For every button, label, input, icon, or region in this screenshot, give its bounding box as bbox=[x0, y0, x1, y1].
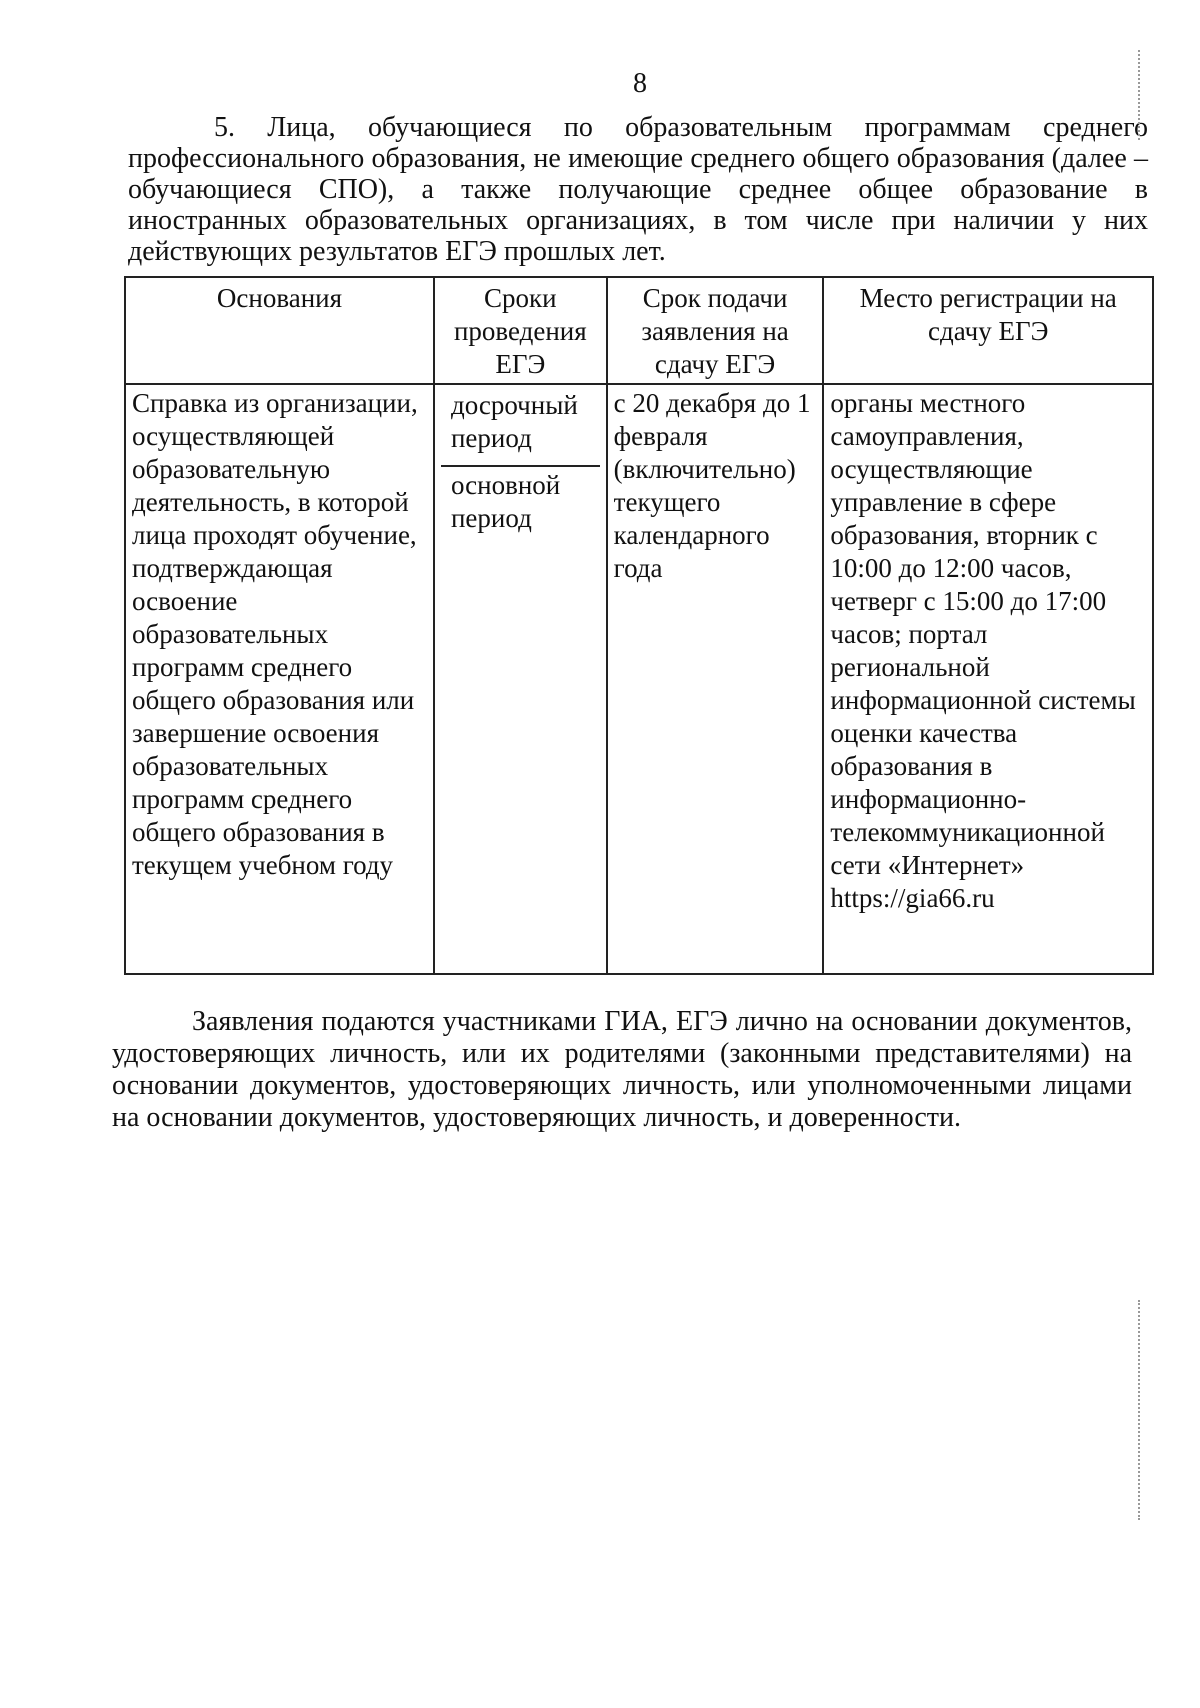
cell-basis: Справка из организации, осуществляющей образовательную деятельность, в которой лица проходят обучение, подтверждающая освоение образовательных программ среднего общего образования или завершение освоения образовательных программ среднего общего образования в текущем учебном году bbox=[125, 384, 434, 974]
registration-table bbox=[124, 276, 1154, 975]
header-application-deadline: Срок подачи заявления на сдачу ЕГЭ bbox=[607, 277, 824, 384]
period-main: основной период bbox=[450, 470, 561, 533]
cell-registration-place: органы местного самоуправления, осуществляющие управление в сфере образования, вторник с 10:00 до 12:00 часов, четверг с 15:00 до 17:00 часов; портал региональной информационной системы оценки качества образования в информационно-телекоммуникационной сети «Интернет» https://gia66.ru bbox=[823, 384, 1153, 974]
intro-paragraph: 5. Лица, обучающиеся по образовательным программам среднего профессионального образования, не имеющие среднего общего образования (далее – обучающиеся СПО), а также получающие среднее общее образование в иностранных образовательных организациях, в том числе при наличии у них действующих результатов ЕГЭ прошлых лет. bbox=[128, 112, 1148, 267]
table-row bbox=[125, 384, 1153, 974]
header-exam-periods: Сроки проведения ЕГЭ bbox=[434, 277, 607, 384]
closing-paragraph: Заявления подаются участниками ГИА, ЕГЭ лично на основании документов, удостоверяющих личность, или их родителями (законными представителями) на основании документов, удостоверяющих личность, или уполномоченными лицами на основании документов, удостоверяющих личность, и доверенности. bbox=[112, 1006, 1132, 1133]
header-basis: Основания bbox=[125, 277, 434, 384]
page-number: 8 bbox=[633, 68, 647, 99]
period-early: досрочный период bbox=[441, 387, 600, 467]
header-registration-place: Место регистрации на сдачу ЕГЭ bbox=[823, 277, 1153, 384]
scan-edge-mark bbox=[1138, 1300, 1144, 1520]
scan-edge-mark bbox=[1138, 50, 1144, 140]
cell-deadline: с 20 декабря до 1 февраля (включительно) текущего календарного года bbox=[607, 384, 824, 974]
table-header-row bbox=[125, 277, 1153, 384]
cell-periods bbox=[434, 384, 607, 974]
